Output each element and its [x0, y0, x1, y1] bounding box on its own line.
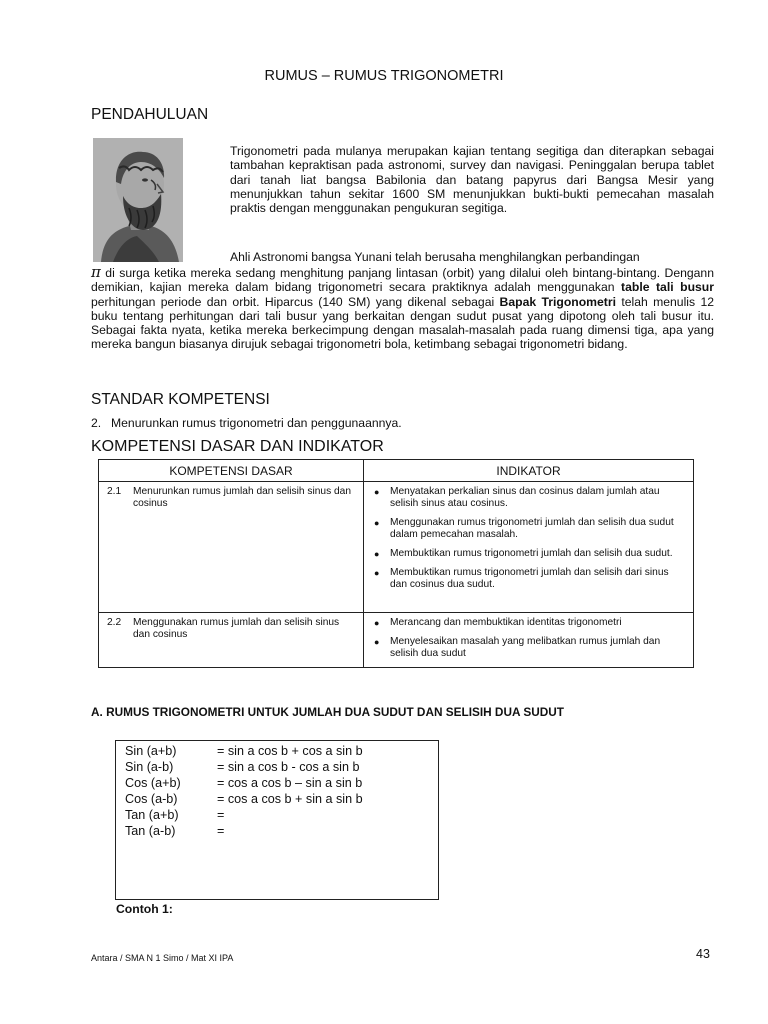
intro-paragraph-2-text-c: telah menulis 12 buku tentang perhitungan dari tali busur yang berkaitan dengan sudut pusat yang dipotong oleh tali busur itu. Sebagai fakta nyata, ketika mereka berkecimpung dengan masalah-masalah pada ruang dimensi tiga, apa yang mereka bangun biasanya dirujuk sebagai trigonometri bola, ketimbang sebagai trigonometri bidang.: [91, 294, 715, 352]
intro-paragraph-1: Trigonometri pada mulanya merupakan kajian tentang segitiga dan diterapkan sebagai tambahan kepraktisan pada astronomi, survey dan navigasi. Peninggalan berupa tablet dari tanah liat bangsa Babilonia dan batang papyrus dari Bangsa Mesir yang menunjukkan tahun sekitar 1600 SM menunjukkan bukti-bukti pemecahan masalah praktis dengan menggunakan pengukuran segitiga.: [230, 144, 714, 216]
kd-text: Menurunkan rumus jumlah dan selisih sinus dan cosinus: [133, 486, 352, 509]
indicator-text: Membuktikan rumus trigonometri jumlah dan selisih dari sinus dan cosinus dua sudut.: [390, 567, 669, 590]
intro-bold-table-tali-busur: table tali busur: [621, 280, 714, 295]
formula-lhs: Sin (a+b): [125, 744, 177, 758]
formula-lhs: Cos (a+b): [125, 776, 181, 790]
formula-box: [115, 740, 439, 900]
bullet-icon: ●: [374, 487, 380, 497]
kompetensi-table: [98, 459, 694, 668]
table-row: [99, 482, 694, 613]
formula-lhs: Tan (a+b): [125, 808, 179, 822]
column-header-kompetensi-dasar: KOMPETENSI DASAR: [99, 460, 364, 482]
formula-row: [125, 744, 363, 759]
formula-rhs: =: [217, 824, 225, 838]
indicator-text: Merancang dan membuktikan identitas trigonometri: [390, 617, 622, 628]
footer-text: Antara / SMA N 1 Simo / Mat XI IPA: [91, 953, 234, 963]
kd-number: 2.2: [107, 617, 122, 628]
formula-rhs: = cos a cos b + sin a sin b: [217, 792, 363, 806]
document-title: RUMUS – RUMUS TRIGONOMETRI: [264, 68, 504, 84]
formula-row: [125, 792, 363, 807]
section-heading-standar-kompetensi: STANDAR KOMPETENSI: [91, 391, 270, 408]
standar-item-number: 2.: [91, 416, 102, 430]
bullet-icon: ●: [374, 518, 380, 528]
list-item: [372, 636, 685, 660]
indicator-text: Menyelesaikan masalah yang melibatkan rumus jumlah dan selisih dua sudut: [390, 636, 661, 659]
list-item: [372, 486, 685, 510]
intro-paragraph-2: [91, 265, 714, 352]
kd-text: Menggunakan rumus jumlah dan selisih sinus dan cosinus: [133, 617, 340, 640]
bullet-icon: ●: [374, 568, 380, 578]
intro-paragraph-2-text-a: di surga ketika mereka sedang menghitung panjang lintasan (orbit) yang dilalui oleh bintang-bintang. Dengann demikian, kajian mereka dalam bidang trigonometri secara praktiknya adalah menggunakan: [91, 266, 714, 295]
formula-rhs: =: [217, 808, 225, 822]
intro-paragraph-2-text-b: perhitungan periode dan orbit. Hiparcus (140 SM) yang dikenal sebagai: [91, 294, 500, 309]
indicator-text: Membuktikan rumus trigonometri jumlah dan selisih dua sudut.: [390, 548, 673, 559]
bullet-icon: ●: [374, 637, 380, 647]
indikator-cell: [364, 482, 694, 613]
formula-rhs: = sin a cos b - cos a sin b: [217, 760, 360, 774]
section-heading-kompetensi-dasar: KOMPETENSI DASAR DAN INDIKATOR: [91, 438, 384, 455]
table-row: [99, 613, 694, 668]
page-number: 43: [696, 947, 710, 961]
formula-lhs: Sin (a-b): [125, 760, 174, 774]
kompetensi-dasar-cell: [99, 613, 364, 668]
pi-symbol: π: [91, 263, 101, 281]
indikator-cell: [364, 613, 694, 668]
indicator-text: Menyatakan perkalian sinus dan cosinus dalam jumlah atau selisih sinus atau cosinus.: [390, 486, 660, 509]
list-item: [372, 517, 685, 541]
list-item: [372, 548, 685, 560]
example-label: Contoh 1:: [116, 902, 173, 916]
formula-row: [125, 808, 224, 823]
formula-rhs: = cos a cos b – sin a sin b: [217, 776, 363, 790]
intro-bold-bapak-trigonometri: Bapak Trigonometri: [499, 294, 616, 309]
formula-row: [125, 776, 362, 791]
list-item: [372, 567, 685, 591]
kompetensi-dasar-cell: [99, 482, 364, 613]
formula-row: [125, 760, 359, 775]
bullet-icon: ●: [374, 549, 380, 559]
intro-paragraph-2-first-line: Ahli Astronomi bangsa Yunani telah berusaha menghilangkan perbandingan: [230, 250, 640, 264]
kd-number: 2.1: [107, 486, 122, 497]
bullet-icon: ●: [374, 618, 380, 628]
indicator-text: Menggunakan rumus trigonometri jumlah dan selisih dua sudut dalam pemecahan masalah.: [390, 517, 674, 540]
formula-lhs: Cos (a-b): [125, 792, 178, 806]
column-header-indikator: INDIKATOR: [364, 460, 694, 482]
formula-rhs: = sin a cos b + cos a sin b: [217, 744, 363, 758]
list-item: [372, 617, 685, 629]
standar-item-text: Menurunkan rumus trigonometri dan penggunaannya.: [111, 416, 402, 430]
formula-lhs: Tan (a-b): [125, 824, 176, 838]
section-heading-pendahuluan: PENDAHULUAN: [91, 106, 209, 123]
kompetensi-table-header-row: [99, 460, 694, 482]
formula-row: [125, 824, 224, 839]
standar-kompetensi-item: [91, 416, 402, 430]
section-a-heading: A. RUMUS TRIGONOMETRI UNTUK JUMLAH DUA SUDUT DAN SELISIH DUA SUDUT: [91, 705, 564, 719]
portrait-bust-image: [93, 138, 183, 262]
